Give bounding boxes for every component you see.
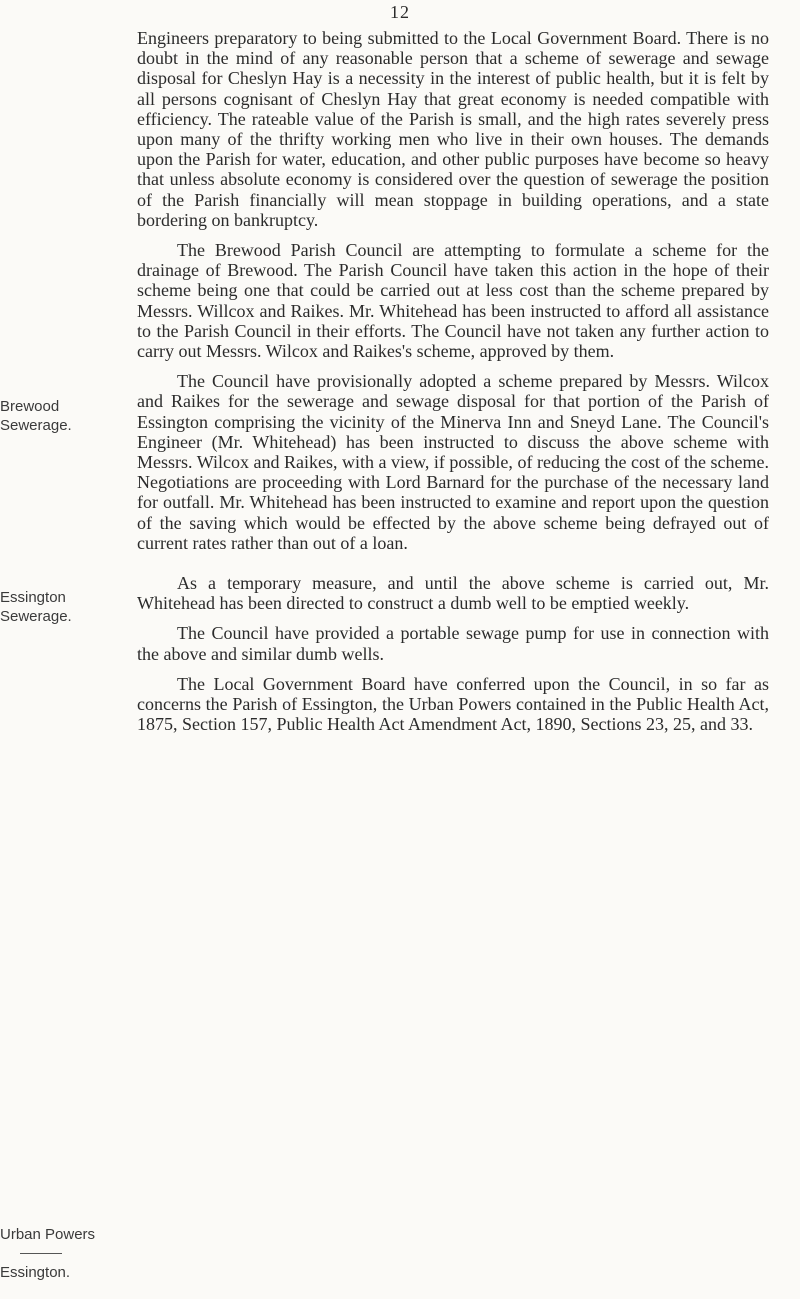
paragraph-cheslyn-hay: Engineers preparatory to being submitted to the Local Government Board. There is no doubt in the mind of any reasonable person that a scheme of sewerage and sewage disposal for Cheslyn Hay is a necessity in the interest of public health, but it is felt by all persons cognisant of Cheslyn Hay that great economy is needed compatible with efficiency. The rateable value of the Parish is small, and the high rates severely press upon many of the thrifty working men who live in their own houses. The demands upon the Parish for water, education, and other public purposes have become so heavy that unless absolute economy is considered over the question of sewerage the position of the Parish financially will mean stoppage in building operations, and a state bordering on bankruptcy. <box>137 28 769 230</box>
side-note-line: Brewood <box>0 398 60 415</box>
side-note-urban-powers <box>0 1225 128 1282</box>
side-note-line: Sewerage. <box>0 608 72 625</box>
side-note-line: Essington. <box>0 1264 71 1281</box>
paragraph-urban-powers: The Local Government Board have conferred upon the Council, in so far as concerns the Parish of Essington, the Urban Powers contained in the Public Health Act, 1875, Section 157, Public Health Act Amendment Act, 1890, Sections 23, 25, and 33. <box>137 673 769 735</box>
side-note-line: Urban Powers <box>0 1226 96 1243</box>
paragraph-dumb-well: As a temporary measure, and until the above scheme is carried out, Mr. Whitehead has been directed to construct a dumb well to be emptied weekly. <box>137 573 769 614</box>
side-note-brewood-sewerage <box>0 397 128 435</box>
side-note-essington-sewerage <box>0 588 128 626</box>
page-number: 12 <box>390 2 410 22</box>
body-text <box>137 28 769 745</box>
paragraph-brewood-sewerage: The Brewood Parish Council are attempting to formulate a scheme for the drainage of Brewood. The Parish Council have taken this action in the hope of their scheme being one that could be carried out at less cost than the scheme prepared by Messrs. Willcox and Raikes. Mr. Whitehead has been instructed to afford all assistance to the Parish Council in their efforts. The Council have not taken any further action to carry out Messrs. Wilcox and Raikes's scheme, approved by them. <box>137 240 769 362</box>
side-note-divider <box>20 1253 62 1254</box>
side-note-line: Sewerage. <box>0 417 72 434</box>
paragraph-sewage-pump: The Council have provided a portable sewage pump for use in connection with the above and similar dumb wells. <box>137 623 769 664</box>
paragraph-essington-sewerage: The Council have provisionally adopted a scheme prepared by Messrs. Wilcox and Raikes for the sewerage and sewage disposal for that portion of the Parish of Essington comprising the vicinity of the Minerva Inn and Sneyd Lane. The Council's Engineer (Mr. Whitehead) has been instructed to discuss the above scheme with Messrs. Wilcox and Raikes, with a view, if possible, of reducing the cost of the scheme. Negotiations are proceeding with Lord Barnard for the purchase of the necessary land for outfall. Mr. Whitehead has been instructed to examine and report upon the question of the saving which would be effected by the above scheme being defrayed out of current rates rather than out of a loan. <box>137 371 769 553</box>
side-note-line: Essington <box>0 589 66 606</box>
